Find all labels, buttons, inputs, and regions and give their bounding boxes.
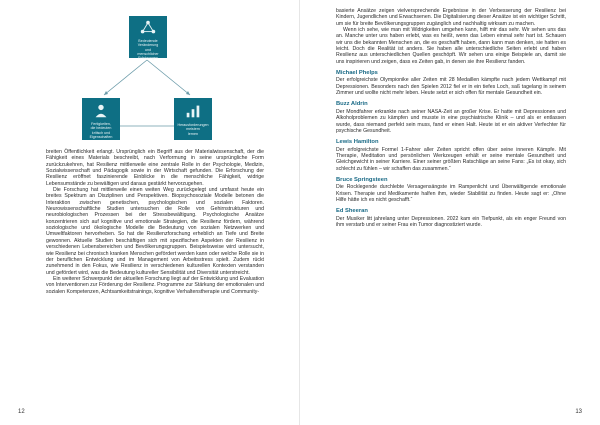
connector-left xyxy=(104,60,147,95)
page-number-left: 12 xyxy=(18,409,25,415)
diagram-node-right xyxy=(174,98,212,140)
diagram-node-left xyxy=(82,98,120,140)
section-text: Der erfolgreichste Olympionike aller Zeiten mit 28 Medaillen kämpfte nach jedem Wettkampf mit Depressionen. Besonders nach den Spielen 2012 fiel er in ein tiefes Loch, saß tagelang in seinem Zimmer und wollte nicht mehr leben. Heute setzt er sich offen für mentale Gesundheit ein. xyxy=(336,77,566,97)
section-heading: Lewis Hamilton xyxy=(336,139,379,146)
network-icon xyxy=(139,19,157,37)
page-number-right: 13 xyxy=(575,409,582,415)
section-text: Der Mondfahrer erkrankte nach seiner NASA-Zeit an großer Krise. Er hatte mit Depressionen und Alkoholproblemen zu kämpfen und musste in eine psychiatrische Klinik – und als er entlassen wurde, dass niemand perfekt sein muss, fand er einen Halt. Heute ist er ein aktiver Verfechter für psychische Gesundheit. xyxy=(336,108,566,134)
section-heading: Michael Phelps xyxy=(336,70,378,77)
resilience-diagram xyxy=(60,8,235,148)
diagram-node-top-text: Bedeutende Veränderung und menschlicher Erfahrungen xyxy=(137,39,159,61)
connector-right xyxy=(147,60,190,95)
section-heading: Ed Sheeran xyxy=(336,208,368,215)
paragraph: Die Forschung hat mittlerweile einen weiten Weg zurückgelegt und umfasst heute ein breites Spektrum an Disziplinen und Perspektiven. Biopsychosoziale Modelle betonen die Interaktion zwischen genetischen, psychologischen und sozialen Faktoren. Neurowissenschaftliche Studien untersuchen die Rolle von Gehirnstrukturen und neurobiologischen Prozessen bei der Stressbewältigung. Psychologische Ansätze konzentrieren sich auf kognitive und emotionale Strategien, die Resilienz fördern, während soziologische und ökologische Modelle die Bedeutung von sozialen Netzwerken und Umweltfaktoren hervorheben. So hat die Resilienzforschung erheblich an Tiefe und Breite gewonnen. Aktuelle Studien beschäftigen sich mit spezifischen Aspekten der Resilienz in verschiedenen Lebensbereichen und Bevölkerungsgruppen. Beispielsweise wird untersucht, wie Resilienz bei chronisch kranken Menschen gefördert werden kann oder welche Rolle sie in der beruflichen Entwicklung und im Management von Arbeitsstress spielt. Zudem rückt zunehmend in den Fokus, wie Resilienz in verschiedenen kulturellen Kontexten verstanden und gefördert wird, was die Bedeutung kultureller Sensibilität und Diversität unterstreicht. xyxy=(46,187,264,276)
paragraph: basierte Ansätze zeigen vielversprechende Ergebnisse in der Verbesserung der Resilienz bei Kindern, Jugendlichen und Erwachsenen. Die Digitalisierung dieser Ansätze ist ein wichtiger Schritt, um sie für breite Bevölkerungsgruppen zugänglich und nachhaltig wirksam zu machen. xyxy=(336,8,566,27)
paragraph: Ein weiterer Schwerpunkt der aktuellen Forschung liegt auf der Entwicklung und Evaluation von Interventionen zur Förderung der Resilienz. Programme zur Stärkung der emotionalen und sozialen Kompetenzen, Achtsamkeitstrainings, kognitive Verhaltenstherapie und Community- xyxy=(46,275,264,295)
diagram-node-right-text: Herausforderungen meistern lernen xyxy=(177,123,209,136)
section-heading: Bruce Springsteen xyxy=(336,176,388,183)
paragraph: Wenn ich sehe, wie man mit Widrigkeiten umgehen kann, hilft mir das sehr. Wir sehen uns das an. Manche unter uns haben erlebt, was es heißt, wenn das Leben einmal sehr hart ist. Schauen wir uns die bekannten Menschen an, die es geschafft haben, dann kann man denken, sie hatten es leicht. Doch die Realität ist anders. Sie haben alle unterschiedliche Seiten erlebt und haben Resilienz aus unterschiedlichen Quellen geschöpft. Wir sehen uns einige Beispiele an, damit sie uns inspirieren und zeigen, dass es Zeiten gab, in denen sie ihre Resilienz fanden. xyxy=(336,27,566,65)
section-text: Die Rocklegende durchlebte Versagensängste im Rampenlicht und Überwältigende emotionale Krisen. Therapie und Medikamente halfen ihm, wieder Stabilität zu finden. Heute sagt er: „Ohne Hilfe hätte ich es nicht geschafft.“ xyxy=(336,184,566,203)
right-page xyxy=(300,0,600,425)
growth-icon xyxy=(184,102,202,120)
arrow-right-head xyxy=(186,91,190,95)
diagram-node-left-text: Fertigkeiten, die bedeuten kritisch und Eigenschaften xyxy=(89,122,113,139)
section-heading: Buzz Aldrin xyxy=(336,101,368,108)
section-text: Der Musiker litt jahrelang unter Depressionen. 2022 kam ein Tiefpunkt, als ein enger Freund von ihm verstarb und er seiner Frau ein Tumor diagnostiziert wurde. xyxy=(336,215,566,228)
left-text-column xyxy=(46,149,264,295)
arrow-left-head xyxy=(104,91,108,95)
diagram-node-top xyxy=(129,16,167,61)
right-text-column xyxy=(336,8,566,228)
person-icon xyxy=(92,102,110,120)
section-text: Der erfolgreichste Formel 1-Fahrer aller Zeiten spricht offen über seine inneren Kämpfe. Mit Therapie, Meditation und persönlichen Werkzeugen erhält er seine mentale Gesundheit und Gleichgewicht in seiner Karriere. Einer seiner größten Ratschläge an seine Fans: „Es ist okay, sich schlecht zu fühlen – wir schaffen das zusammen.“ xyxy=(336,146,566,172)
paragraph: breiten Öffentlichkeit erlangt. Ursprünglich ein Begriff aus der Materialwissenschaft, der die Fähigkeit eines Materials beschreibt, nach Verformung in seine ursprüngliche Form zurückzukehren, hat Resilienz mittlerweile eine zentrale Rolle in der Psychologie, Medizin, Sozialwissenschaft und Pädagogik sowie in der Wirtschaft gefunden. Die Erforschung der Resilienz eröffnet faszinierende Einblicke in die menschliche Fähigkeit, widrige Lebensumstände zu bewältigen und daraus gestärkt hervorzugehen. xyxy=(46,149,264,187)
